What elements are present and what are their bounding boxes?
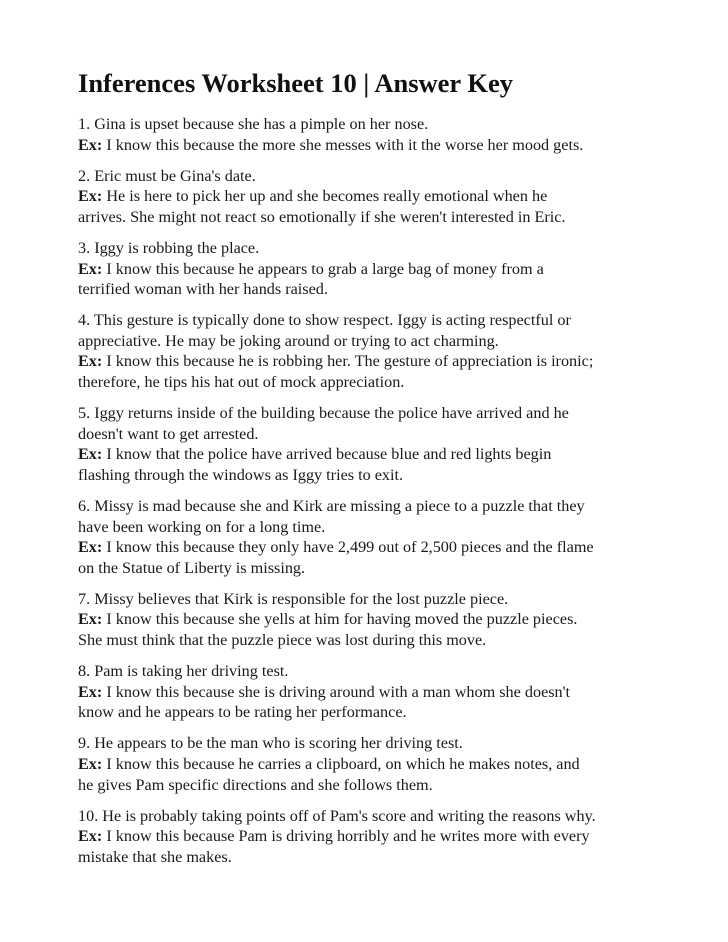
- answer-text: have been working on for a long time.: [78, 517, 326, 536]
- answer-text: appreciative. He may be joking around or trying to act charming.: [78, 331, 499, 350]
- explanation-text: I know this because the more she messes with it the worse her mood gets.: [102, 135, 584, 154]
- page-title: Inferences Worksheet 10 | Answer Key: [78, 68, 513, 98]
- explanation-text: flashing through the windows as Iggy tries to exit.: [78, 465, 404, 484]
- explanation-line: [78, 847, 658, 868]
- explanation-text: I know this because he is robbing her. The gesture of appreciation is ironic;: [102, 352, 594, 371]
- answer-text: 6. Missy is mad because she and Kirk are missing a piece to a puzzle that they: [78, 497, 585, 515]
- explanation-line: [78, 259, 658, 280]
- explanation-line: [78, 372, 658, 393]
- explanation-line: [78, 279, 658, 300]
- answer-text: 4. This gesture is typically done to show respect. Iggy is acting respectful or: [78, 311, 571, 330]
- answer-item: [78, 806, 658, 868]
- answer-text: 8. Pam is taking her driving test.: [78, 662, 289, 681]
- explanation-line: [78, 444, 658, 465]
- explanation-line: [78, 754, 658, 775]
- explanation-line: [78, 682, 658, 703]
- explanation-text: I know this because he appears to grab a large bag of money from a: [102, 259, 544, 278]
- ex-label: Ex:: [78, 610, 103, 629]
- explanation-line: [78, 826, 658, 847]
- explanation-line: [78, 186, 658, 207]
- answer-item: [78, 238, 658, 300]
- explanation-line: [78, 351, 658, 372]
- explanation-text: terrified woman with her hands raised.: [78, 280, 328, 299]
- explanation-text: I know this because Pam is driving horribly and he writes more with every: [102, 827, 590, 846]
- answer-text: 10. He is probably taking points off of Pam's score and writing the reasons why.: [78, 806, 596, 825]
- answer-item: [78, 661, 658, 723]
- explanation-text: he gives Pam specific directions and she follows them.: [78, 775, 433, 794]
- worksheet-page: [78, 66, 658, 878]
- explanation-text: know and he appears to be rating her performance.: [78, 703, 407, 722]
- explanation-text: He is here to pick her up and she becomes really emotional when he: [102, 187, 548, 206]
- ex-label: Ex:: [78, 445, 103, 464]
- explanation-text: I know this because she yells at him for having moved the puzzle pieces.: [102, 610, 578, 629]
- explanation-text: I know this because he carries a clipboard, on which he makes notes, and: [102, 755, 580, 774]
- explanation-line: [78, 775, 658, 796]
- explanation-text: I know this because she is driving around with a man whom she doesn't: [102, 682, 571, 701]
- answer-item: [78, 403, 658, 485]
- explanation-line: [78, 558, 658, 579]
- ex-label: Ex:: [78, 352, 103, 371]
- answer-item: [78, 589, 658, 651]
- answer-text: 7. Missy believes that Kirk is responsible for the lost puzzle piece.: [78, 589, 509, 608]
- explanation-line: [78, 609, 658, 630]
- answer-item: [78, 496, 658, 578]
- ex-label: Ex:: [78, 755, 103, 774]
- answer-text: 2. Eric must be Gina's date.: [78, 166, 256, 185]
- explanation-line: [78, 537, 658, 558]
- explanation-line: [78, 465, 658, 486]
- ex-label: Ex:: [78, 682, 103, 701]
- explanation-text: therefore, he tips his hat out of mock appreciation.: [78, 373, 405, 392]
- explanation-text: I know that the police have arrived because blue and red lights begin: [102, 445, 552, 464]
- explanation-text: on the Statue of Liberty is missing.: [78, 558, 306, 577]
- answer-item: [78, 166, 658, 228]
- explanation-line: [78, 207, 658, 228]
- explanation-text: I know this because they only have 2,499 out of 2,500 pieces and the flame: [102, 538, 594, 557]
- answer-item: [78, 114, 658, 155]
- explanation-text: She must think that the puzzle piece was lost during this move.: [78, 631, 487, 650]
- explanation-line: [78, 135, 658, 156]
- explanation-text: arrives. She might not react so emotionally if she weren't interested in Eric.: [78, 207, 566, 226]
- ex-label: Ex:: [78, 135, 103, 154]
- answer-item: [78, 733, 658, 795]
- answer-item: [78, 310, 658, 392]
- explanation-line: [78, 702, 658, 723]
- explanation-line: [78, 630, 658, 651]
- explanation-text: mistake that she makes.: [78, 847, 232, 866]
- ex-label: Ex:: [78, 538, 103, 557]
- answer-list: [78, 114, 658, 868]
- answer-text: 3. Iggy is robbing the place.: [78, 238, 260, 257]
- ex-label: Ex:: [78, 187, 103, 206]
- ex-label: Ex:: [78, 827, 103, 846]
- ex-label: Ex:: [78, 259, 103, 278]
- answer-text: 5. Iggy returns inside of the building because the police have arrived and he: [78, 404, 569, 423]
- answer-text: 9. He appears to be the man who is scoring her driving test.: [78, 734, 463, 753]
- answer-text: 1. Gina is upset because she has a pimple on her nose.: [78, 115, 429, 133]
- answer-text: doesn't want to get arrested.: [78, 424, 259, 443]
